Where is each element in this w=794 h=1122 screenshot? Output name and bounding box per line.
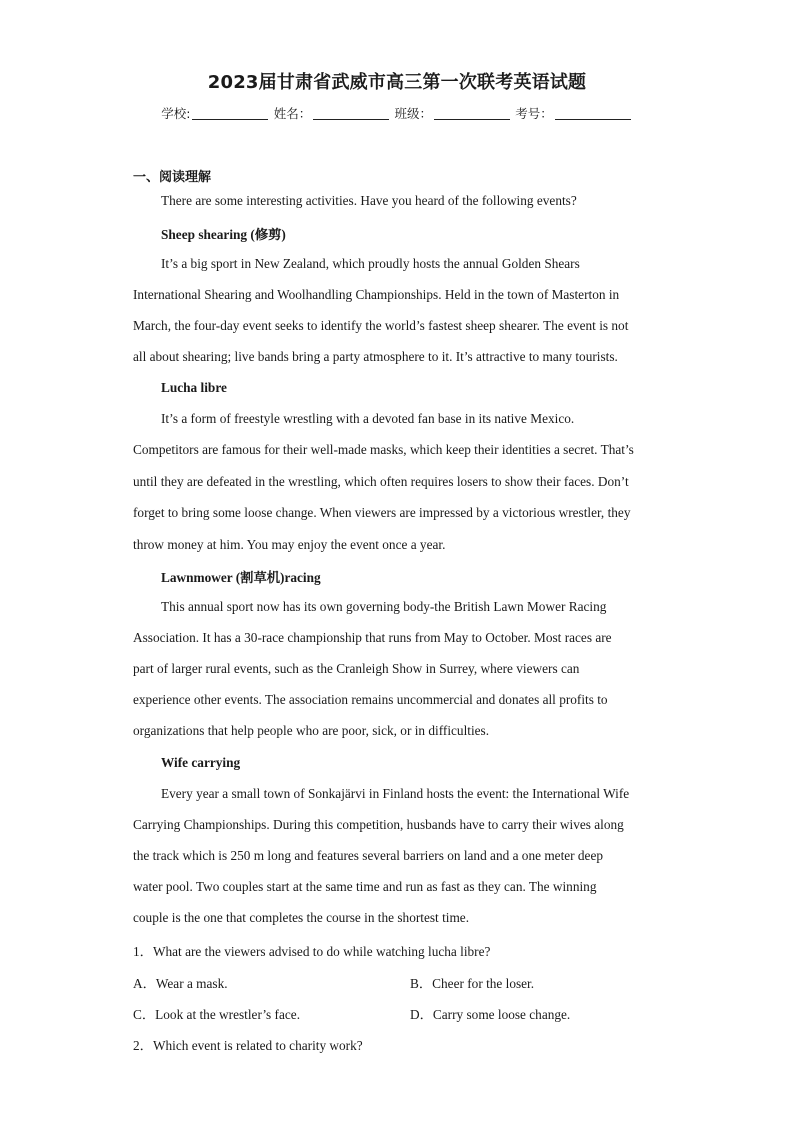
q1-option-a[interactable]: A．Wear a mask. <box>133 976 228 991</box>
paragraph-line: This annual sport now has its own governing body-the British Lawn Mower Racing <box>161 599 607 614</box>
section-title: 一、阅读理解 <box>133 170 212 185</box>
passage-intro: There are some interesting activities. Have you heard of the following events? <box>161 193 577 208</box>
q1-option-c[interactable]: C．Look at the wrestler’s face. <box>133 1007 301 1022</box>
paragraph-line: experience other events. The association remains uncommercial and donates all profits to <box>133 692 608 707</box>
heading-sheep-shearing: Sheep shearing (修剪) <box>161 227 286 242</box>
exam-title: 2023届甘肃省武威市高三第一次联考英语试题 <box>207 72 587 93</box>
name-label: 姓名： <box>273 106 312 121</box>
paragraph-line: International Shearing and Woolhandling Championships. Held in the town of Masterton in <box>133 287 620 302</box>
paragraph-line: It’s a big sport in New Zealand, which proudly hosts the annual Golden Shears <box>161 256 580 271</box>
paragraph-line: part of larger rural events, such as the Cranleigh Show in Surrey, where viewers can <box>133 661 580 676</box>
paragraph-line: Competitors are famous for their well-made masks, which keep their identities a secret. That’s <box>133 442 634 457</box>
question-2: 2．Which event is related to charity work? <box>133 1038 363 1053</box>
question-1: 1．What are the viewers advised to do while watching lucha libre? <box>133 944 491 959</box>
exam-number-blank[interactable] <box>555 119 631 120</box>
paragraph-line: throw money at him. You may enjoy the event once a year. <box>133 537 446 552</box>
paragraph-line: forget to bring some loose change. When viewers are impressed by a victorious wrestler, they <box>133 505 631 520</box>
paragraph-line: couple is the one that completes the course in the shortest time. <box>133 910 470 925</box>
heading-wife-carrying: Wife carrying <box>161 755 241 770</box>
school-blank[interactable] <box>192 119 268 120</box>
name-blank[interactable] <box>313 119 389 120</box>
paragraph-line: all about shearing; live bands bring a party atmosphere to it. It’s attractive to many tourists. <box>133 349 618 364</box>
paragraph-line: Every year a small town of Sonkajärvi in Finland hosts the event: the International Wife <box>161 786 630 801</box>
class-blank[interactable] <box>434 119 510 120</box>
school-label: 学校: <box>161 106 191 121</box>
paragraph-line: It’s a form of freestyle wrestling with a devoted fan base in its native Mexico. <box>161 411 575 426</box>
heading-lucha-libre: Lucha libre <box>161 380 227 395</box>
paragraph-line: water pool. Two couples start at the same time and run as fast as they can. The winning <box>133 879 597 894</box>
q1-option-d[interactable]: D．Carry some loose change. <box>410 1007 571 1022</box>
paragraph-line: Association. It has a 30-race championship that runs from May to October. Most races are <box>133 630 612 645</box>
exam-number-label: 考号： <box>515 106 553 121</box>
paragraph-line: until they are defeated in the wrestling, which often requires losers to show their faces. Don’t <box>133 474 629 489</box>
paragraph-line: Carrying Championships. During this competition, husbands have to carry their wives along <box>133 817 624 832</box>
paragraph-line: the track which is 250 m long and features several barriers on land and a one meter deep <box>133 848 604 863</box>
student-info-line <box>0 104 794 122</box>
heading-lawnmower-racing: Lawnmower (割草机)racing <box>161 570 321 585</box>
class-label: 班级： <box>394 106 432 121</box>
q1-option-b[interactable]: B．Cheer for the loser. <box>410 976 535 991</box>
paragraph-line: organizations that help people who are poor, sick, or in difficulties. <box>133 723 490 738</box>
paragraph-line: March, the four-day event seeks to identify the world’s fastest sheep shearer. The event is not <box>133 318 629 333</box>
